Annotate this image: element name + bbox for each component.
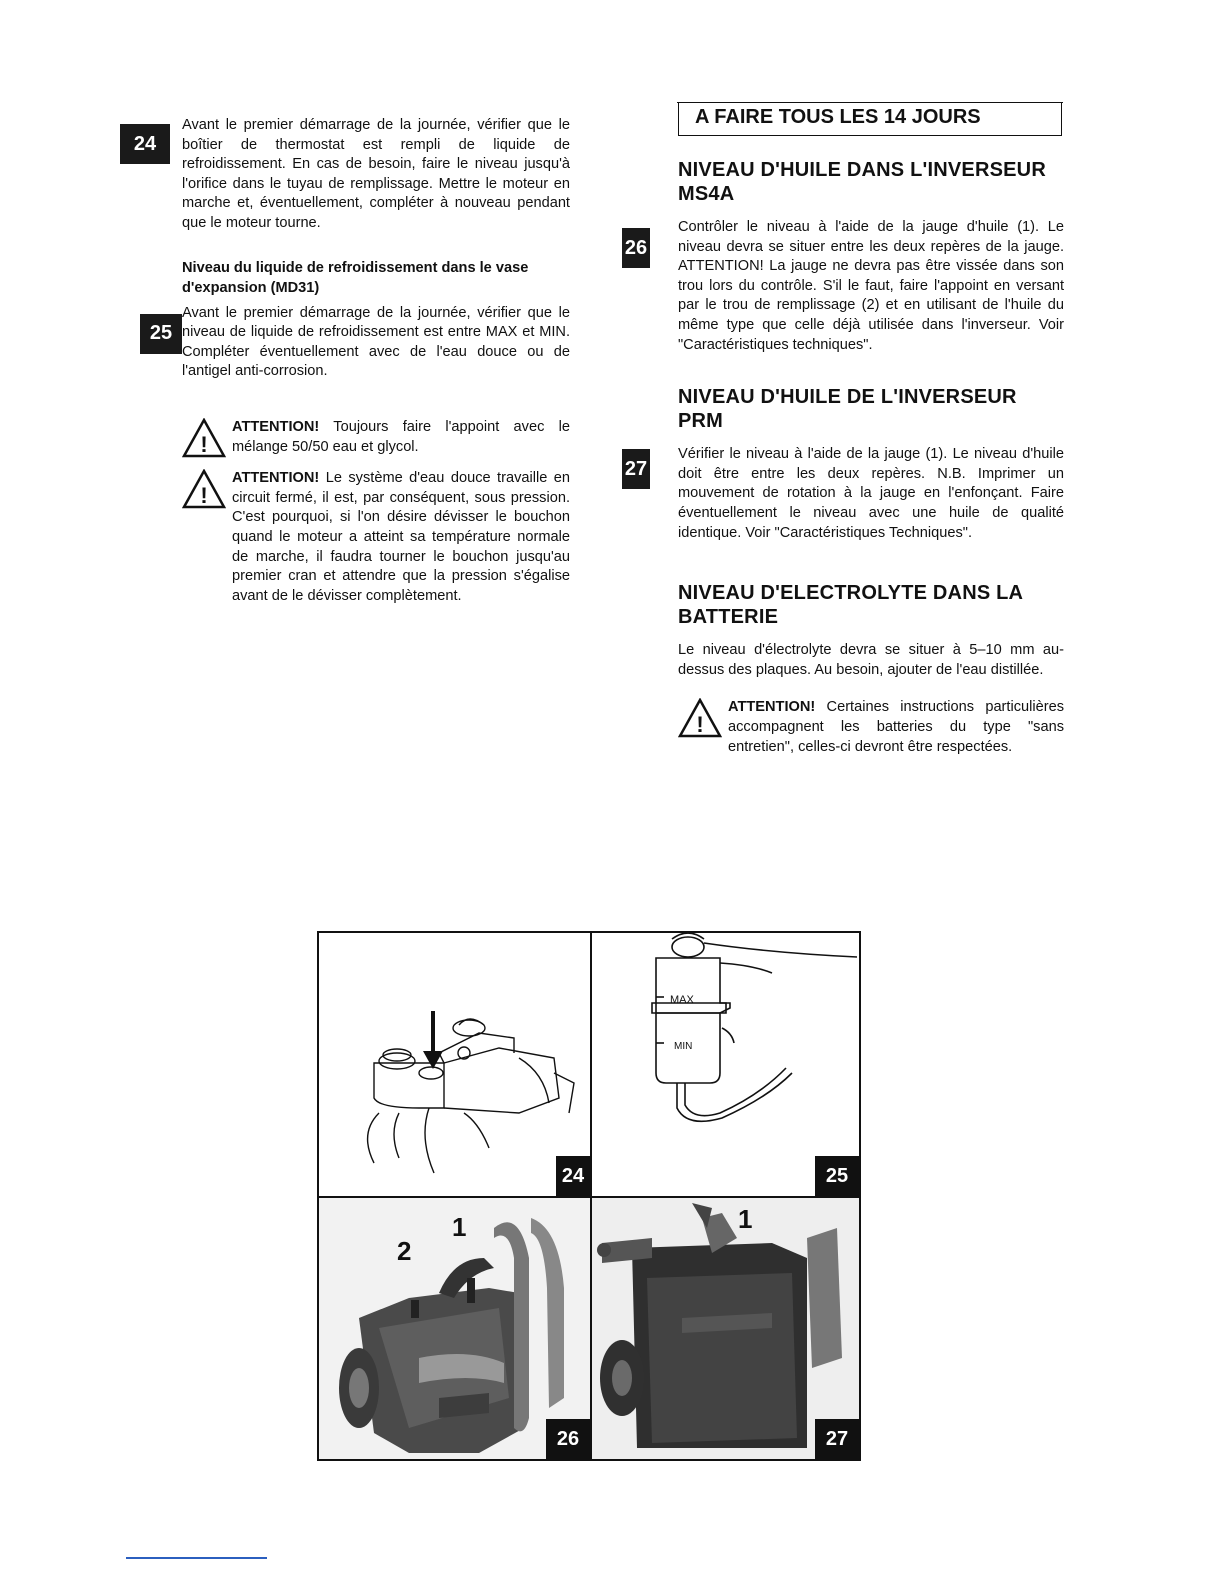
figure-26 <box>319 1198 590 1459</box>
callout-1-label: 1 <box>738 1204 753 1234</box>
battery-text: Le niveau d'électrolyte devra se situer à 5–10 mm au-dessus des plaques. Au besoin, ajouter de l'eau distillée. <box>678 642 1064 678</box>
figure-number-24: 24 <box>556 1156 590 1196</box>
step-number-25: 25 <box>140 314 182 354</box>
callout-2-label: 2 <box>397 1236 412 1266</box>
figure-number-25: 25 <box>815 1156 859 1196</box>
step-26-text: Contrôler le niveau à l'aide de la jauge d'huile (1). Le niveau devra se situer entre les deux repères de la jauge. ATTENTION! La jauge ne devra pas être vissée dans son trou lors du contrôle. S'il le faut, faire l'appoint en versant par le trou de remplissage (2) et en utilisant de l'huile du même type que celle déjà utilisée dans l'inverseur. Voir "Caractéristiques techniques". <box>678 219 1064 353</box>
warning-pressure-text <box>232 469 570 606</box>
warning-triangle-icon <box>678 698 722 738</box>
figure-25 <box>592 933 859 1196</box>
svg-text:!: ! <box>200 431 208 457</box>
step-27-text: Vérifier le niveau à l'aide de la jauge (1). Le niveau d'huile doit être entre les deux repères. N.B. Imprimer un mouvement de rotation à la jauge en l'enfonçant. Faire éventuellement le niveau avec une huile de qualité identique. Voir "Caractéristiques Techniques". <box>678 446 1064 541</box>
figure-grid <box>317 931 861 1461</box>
callout-1-label: 1 <box>452 1212 467 1242</box>
warning-triangle-icon <box>182 418 226 458</box>
warning-battery <box>678 698 1064 757</box>
warning-pressure-label: ATTENTION! <box>232 470 320 487</box>
warning-glycol <box>182 418 570 457</box>
warning-glycol-text <box>232 418 570 457</box>
svg-text:!: ! <box>200 483 208 509</box>
thermostat-housing-illustration <box>319 933 590 1196</box>
svg-text:!: ! <box>696 712 704 738</box>
figure-27 <box>592 1198 859 1459</box>
step-26-block <box>622 218 1064 355</box>
section-battery-title: NIVEAU D'ELECTROLYTE DANS LA BATTERIE <box>678 582 1023 629</box>
warning-pressure <box>182 469 570 606</box>
warning-battery-text <box>728 698 1064 757</box>
warning-battery-label: ATTENTION! <box>728 699 816 716</box>
right-column <box>622 102 1064 757</box>
step-27-block <box>622 445 1064 543</box>
battery-block <box>622 641 1064 680</box>
warning-pressure-body: Le système d'eau douce travaille en circuit fermé, il est, par conséquent, sous pression. C'est pourquoi, si l'on désire dévisser le bouchon quand le moteur a atteint sa température normale de marche, il faudra tourner le bouchon jusqu'au premier cran et attendre que la pression s'égalise avant de le dévisser complètement. <box>232 470 570 604</box>
step-number-24: 24 <box>120 124 170 164</box>
section-ms4a-title: NIVEAU D'HUILE DANS L'INVERSEUR MS4A <box>678 159 1046 205</box>
step-number-27: 27 <box>622 449 650 489</box>
step-number-26: 26 <box>622 228 650 268</box>
step-24-text: Avant le premier démarrage de la journée, vérifier que le boîtier de thermostat est rempli de liquide de refroidissement. En cas de besoin, faire le niveau jusqu'à l'orifice dans le tuyau de remplissage. Mettre le moteur en marche et, éventuellement, compléter à nouveau pendant que le moteur tourne. <box>182 117 570 231</box>
footer-rule <box>126 1557 267 1559</box>
left-column <box>120 110 570 606</box>
section-prm-title: NIVEAU D'HUILE DE L'INVERSEUR PRM <box>678 386 1017 433</box>
step-24-block <box>120 116 570 234</box>
warning-triangle-icon <box>182 469 226 509</box>
step-25-text: Avant le premier démarrage de la journée, vérifier que le niveau de liquide de refroidissement est entre MAX et MIN. Compléter éventuellement avec de l'eau douce ou de l'antigel anti-corrosion. <box>182 304 570 380</box>
figure-24 <box>319 933 590 1196</box>
warning-glycol-body: Toujours faire l'appoint avec le mélange 50/50 eau et glycol. <box>232 418 570 455</box>
warning-glycol-label: ATTENTION! <box>232 418 320 435</box>
step-25-block <box>120 304 570 382</box>
figure-number-27: 27 <box>815 1419 859 1459</box>
warning-battery-body: Certaines instructions particulières accompagnent les batteries du type "sans entretien", celles-ci devront être respectées. <box>728 699 1064 755</box>
max-label: MAX <box>670 994 694 1006</box>
min-label: MIN <box>674 1041 693 1052</box>
expansion-tank-subhead: Niveau du liquide de refroidissement dans le vase d'expansion (MD31) <box>182 259 529 296</box>
expansion-tank-subhead-block <box>120 258 570 298</box>
section-banner: A FAIRE TOUS LES 14 JOURS <box>678 102 1062 136</box>
figure-number-26: 26 <box>546 1419 590 1459</box>
